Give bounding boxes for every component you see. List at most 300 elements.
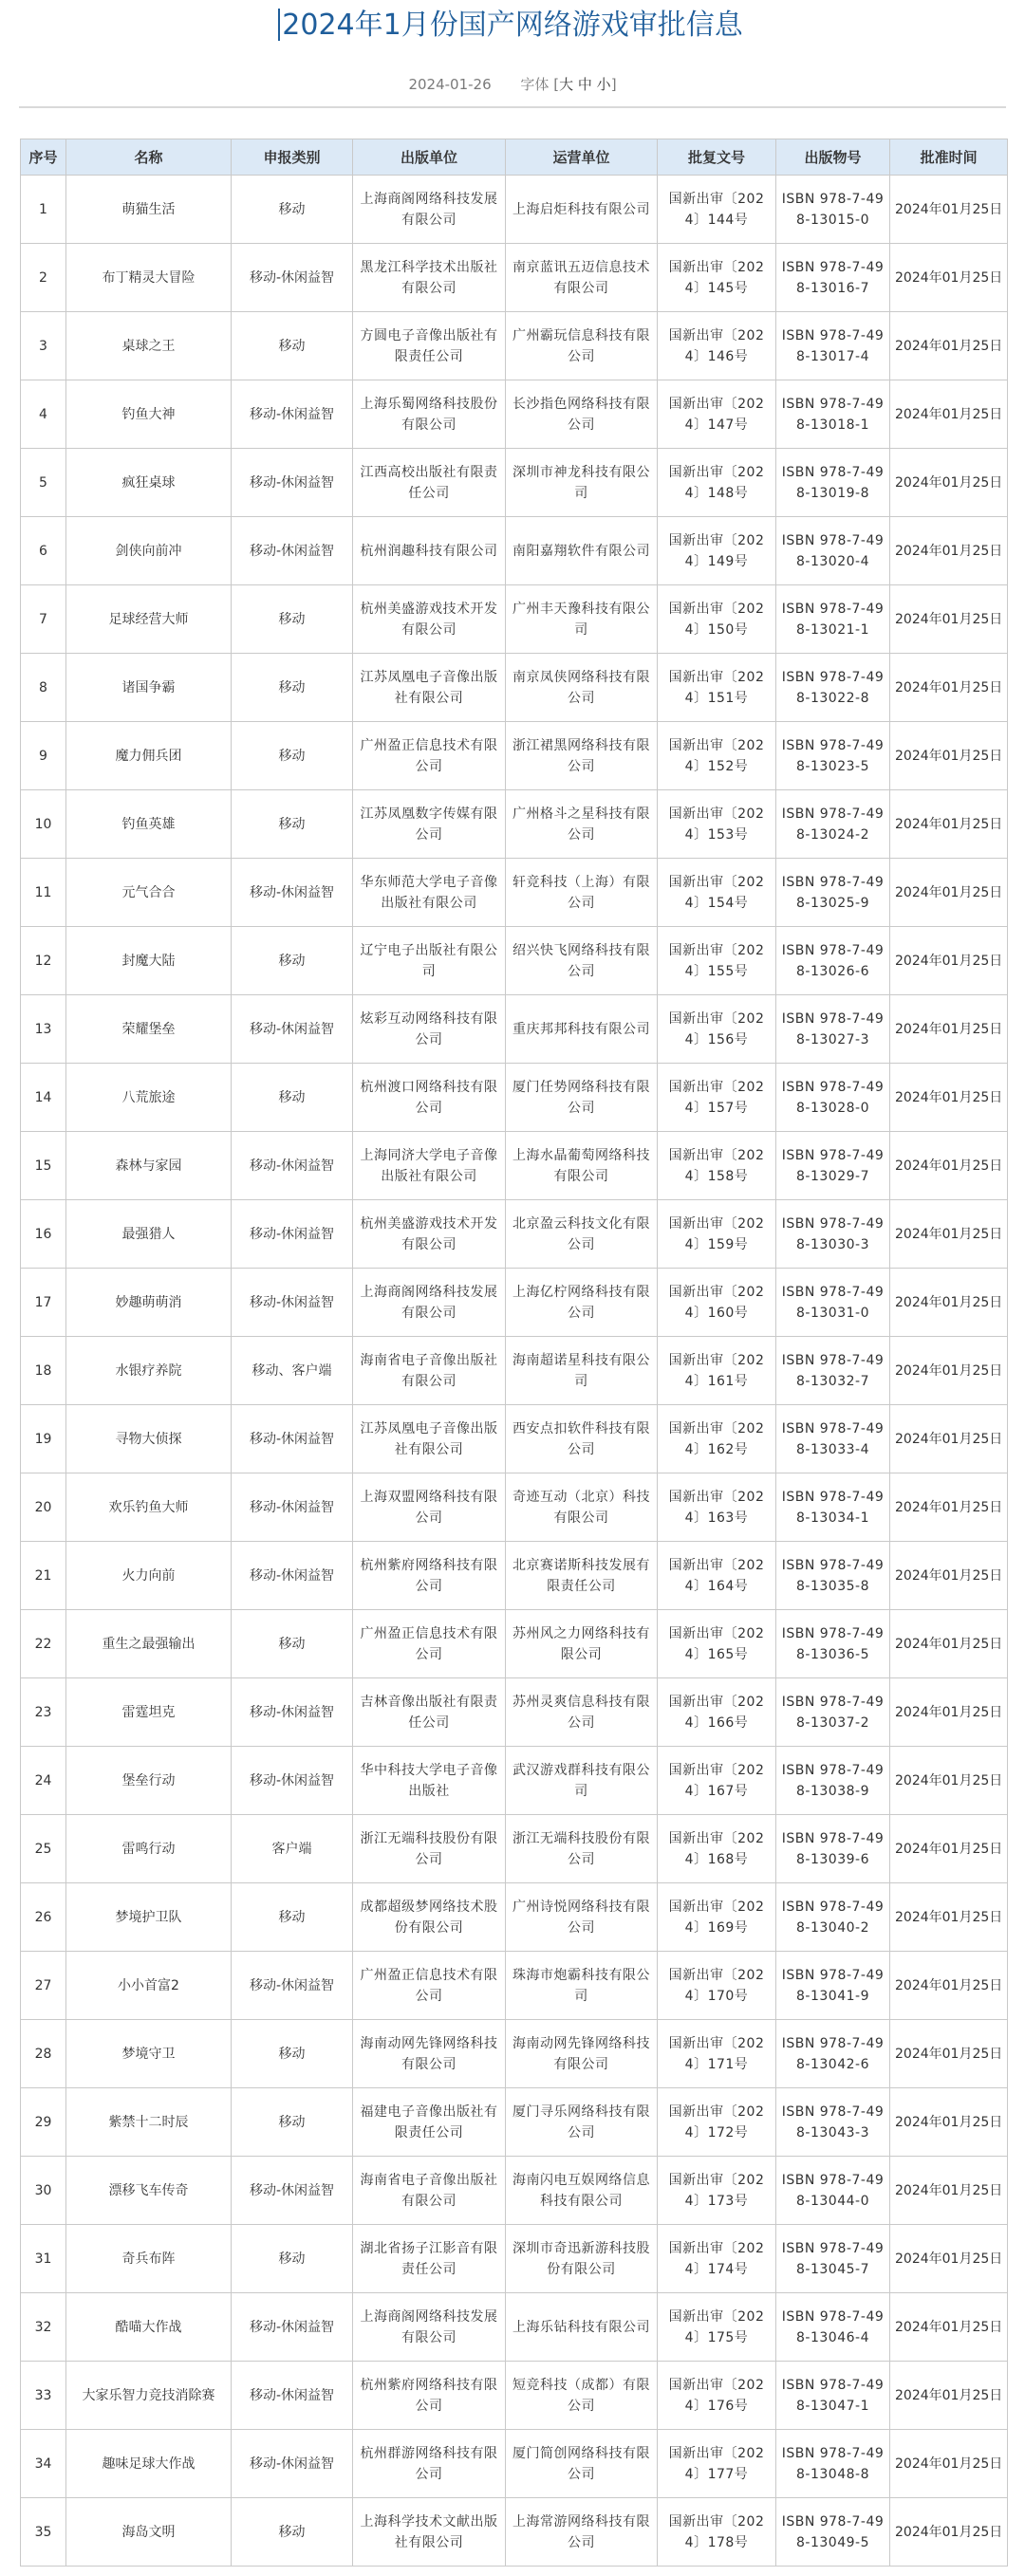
cell-approval-number: 国新出审〔2024〕158号 <box>658 1132 776 1200</box>
cell-operator: 苏州灵爽信息科技有限公司 <box>506 1678 658 1747</box>
cell-approval-date: 2024年01月25日 <box>890 2157 1008 2225</box>
header-isbn: 出版物号 <box>776 139 890 176</box>
cell-category: 移动-休闲益智 <box>232 1269 353 1337</box>
cell-approval-number: 国新出审〔2024〕169号 <box>658 1883 776 1952</box>
cell-index: 23 <box>21 1678 66 1747</box>
cell-approval-number: 国新出审〔2024〕152号 <box>658 722 776 790</box>
cell-operator: 上海常游网络科技有限公司 <box>506 2498 658 2567</box>
cell-approval-number: 国新出审〔2024〕151号 <box>658 654 776 722</box>
cell-game-name: 水银疗养院 <box>66 1337 232 1405</box>
cell-isbn: ISBN 978-7-498-13018-1 <box>776 380 890 449</box>
cell-category: 移动-休闲益智 <box>232 1132 353 1200</box>
cell-approval-date: 2024年01月25日 <box>890 449 1008 517</box>
table-row <box>21 2157 1008 2225</box>
cell-approval-number: 国新出审〔2024〕148号 <box>658 449 776 517</box>
table-row <box>21 722 1008 790</box>
cell-category: 移动 <box>232 176 353 244</box>
cell-isbn: ISBN 978-7-498-13037-2 <box>776 1678 890 1747</box>
table-row <box>21 859 1008 927</box>
cell-operator: 南京凤侠网络科技有限公司 <box>506 654 658 722</box>
cell-isbn: ISBN 978-7-498-13048-8 <box>776 2430 890 2498</box>
cell-operator: 武汉游戏群科技有限公司 <box>506 1747 658 1815</box>
cell-publisher: 杭州渡口网络科技有限公司 <box>353 1064 506 1132</box>
cell-operator: 上海启炬科技有限公司 <box>506 176 658 244</box>
cell-category: 移动-休闲益智 <box>232 995 353 1064</box>
cell-index: 33 <box>21 2362 66 2430</box>
cell-index: 25 <box>21 1815 66 1883</box>
table-row <box>21 654 1008 722</box>
table-row <box>21 2088 1008 2157</box>
cell-game-name: 最强猎人 <box>66 1200 232 1269</box>
cell-approval-date: 2024年01月25日 <box>890 1405 1008 1473</box>
cell-publisher: 广州盈正信息技术有限公司 <box>353 1952 506 2020</box>
table-row <box>21 1473 1008 1542</box>
cell-operator: 广州诗悦网络科技有限公司 <box>506 1883 658 1952</box>
cell-approval-number: 国新出审〔2024〕175号 <box>658 2293 776 2362</box>
cell-category: 移动 <box>232 2225 353 2293</box>
header-divider <box>19 106 1006 108</box>
table-row <box>21 1269 1008 1337</box>
cell-index: 17 <box>21 1269 66 1337</box>
cell-game-name: 妙趣萌萌消 <box>66 1269 232 1337</box>
cell-publisher: 上海乐蜀网络科技股份有限公司 <box>353 380 506 449</box>
cell-approval-number: 国新出审〔2024〕174号 <box>658 2225 776 2293</box>
cell-category: 移动-休闲益智 <box>232 1952 353 2020</box>
cell-approval-date: 2024年01月25日 <box>890 380 1008 449</box>
table-row <box>21 1678 1008 1747</box>
cell-index: 28 <box>21 2020 66 2088</box>
cell-operator: 上海水晶葡萄网络科技有限公司 <box>506 1132 658 1200</box>
cell-game-name: 诸国争霸 <box>66 654 232 722</box>
cell-category: 移动 <box>232 585 353 654</box>
cell-approval-number: 国新出审〔2024〕157号 <box>658 1064 776 1132</box>
cell-isbn: ISBN 978-7-498-13024-2 <box>776 790 890 859</box>
cell-game-name: 堡垒行动 <box>66 1747 232 1815</box>
cell-publisher: 辽宁电子出版社有限公司 <box>353 927 506 995</box>
cell-game-name: 桌球之王 <box>66 312 232 380</box>
cell-index: 26 <box>21 1883 66 1952</box>
cell-publisher: 湖北省扬子江影音有限责任公司 <box>353 2225 506 2293</box>
table-row <box>21 380 1008 449</box>
cell-isbn: ISBN 978-7-498-13016-7 <box>776 244 890 312</box>
cell-publisher: 吉林音像出版社有限责任公司 <box>353 1678 506 1747</box>
cell-category: 移动-休闲益智 <box>232 2293 353 2362</box>
cell-approval-date: 2024年01月25日 <box>890 1269 1008 1337</box>
cell-operator: 重庆邦邦科技有限公司 <box>506 995 658 1064</box>
cell-isbn: ISBN 978-7-498-13033-4 <box>776 1405 890 1473</box>
cell-category: 移动 <box>232 722 353 790</box>
cell-approval-date: 2024年01月25日 <box>890 1542 1008 1610</box>
cell-isbn: ISBN 978-7-498-13038-9 <box>776 1747 890 1815</box>
cell-category: 移动-休闲益智 <box>232 449 353 517</box>
cell-game-name: 封魔大陆 <box>66 927 232 995</box>
cell-isbn: ISBN 978-7-498-13034-1 <box>776 1473 890 1542</box>
cell-index: 2 <box>21 244 66 312</box>
cell-approval-number: 国新出审〔2024〕177号 <box>658 2430 776 2498</box>
cell-index: 22 <box>21 1610 66 1678</box>
cell-game-name: 趣味足球大作战 <box>66 2430 232 2498</box>
table-row <box>21 1815 1008 1883</box>
table-row <box>21 1747 1008 1815</box>
cell-category: 移动-休闲益智 <box>232 244 353 312</box>
cell-index: 19 <box>21 1405 66 1473</box>
cell-isbn: ISBN 978-7-498-13041-9 <box>776 1952 890 2020</box>
cell-isbn: ISBN 978-7-498-13029-7 <box>776 1132 890 1200</box>
table-row <box>21 790 1008 859</box>
cell-index: 9 <box>21 722 66 790</box>
cell-isbn: ISBN 978-7-498-13026-6 <box>776 927 890 995</box>
cell-approval-number: 国新出审〔2024〕172号 <box>658 2088 776 2157</box>
header-name: 名称 <box>66 139 232 176</box>
cell-operator: 海南动网先锋网络科技有限公司 <box>506 2020 658 2088</box>
cell-index: 12 <box>21 927 66 995</box>
cell-approval-date: 2024年01月25日 <box>890 244 1008 312</box>
table-row <box>21 1610 1008 1678</box>
cell-game-name: 重生之最强输出 <box>66 1610 232 1678</box>
cell-category: 移动-休闲益智 <box>232 1200 353 1269</box>
cell-approval-number: 国新出审〔2024〕159号 <box>658 1200 776 1269</box>
table-row <box>21 1132 1008 1200</box>
table-row <box>21 2225 1008 2293</box>
cell-isbn: ISBN 978-7-498-13020-4 <box>776 517 890 585</box>
cell-game-name: 元气合合 <box>66 859 232 927</box>
cell-operator: 海南超诺星科技有限公司 <box>506 1337 658 1405</box>
cell-game-name: 酷喵大作战 <box>66 2293 232 2362</box>
font-size-medium[interactable]: 中 <box>577 76 592 93</box>
cell-operator: 北京赛诺斯科技发展有限责任公司 <box>506 1542 658 1610</box>
cell-approval-number: 国新出审〔2024〕145号 <box>658 244 776 312</box>
cell-approval-date: 2024年01月25日 <box>890 1883 1008 1952</box>
cell-approval-date: 2024年01月25日 <box>890 1473 1008 1542</box>
cell-category: 移动 <box>232 2498 353 2567</box>
cell-publisher: 上海商阁网络科技发展有限公司 <box>353 1269 506 1337</box>
cell-index: 5 <box>21 449 66 517</box>
cell-category: 移动-休闲益智 <box>232 1405 353 1473</box>
font-size-control <box>520 76 616 93</box>
cell-publisher: 杭州紫府网络科技有限公司 <box>353 2362 506 2430</box>
cell-index: 13 <box>21 995 66 1064</box>
cell-game-name: 奇兵布阵 <box>66 2225 232 2293</box>
table-row <box>21 2293 1008 2362</box>
cell-operator: 轩竞科技（上海）有限公司 <box>506 859 658 927</box>
cell-category: 移动 <box>232 312 353 380</box>
cell-approval-date: 2024年01月25日 <box>890 2020 1008 2088</box>
table-row <box>21 312 1008 380</box>
table-row <box>21 2020 1008 2088</box>
cell-publisher: 广州盈正信息技术有限公司 <box>353 722 506 790</box>
cell-publisher: 海南省电子音像出版社有限公司 <box>353 2157 506 2225</box>
table-row <box>21 1952 1008 2020</box>
header-approval-date: 批准时间 <box>890 139 1008 176</box>
cell-isbn: ISBN 978-7-498-13040-2 <box>776 1883 890 1952</box>
cell-index: 21 <box>21 1542 66 1610</box>
cell-game-name: 钓鱼大神 <box>66 380 232 449</box>
cell-category: 移动-休闲益智 <box>232 1542 353 1610</box>
cell-index: 30 <box>21 2157 66 2225</box>
cell-index: 35 <box>21 2498 66 2567</box>
cell-publisher: 炫彩互动网络科技有限公司 <box>353 995 506 1064</box>
table-body <box>21 176 1008 2567</box>
cell-publisher: 上海双盟网络科技有限公司 <box>353 1473 506 1542</box>
cell-approval-number: 国新出审〔2024〕166号 <box>658 1678 776 1747</box>
cell-approval-number: 国新出审〔2024〕163号 <box>658 1473 776 1542</box>
cell-publisher: 华中科技大学电子音像出版社 <box>353 1747 506 1815</box>
cell-category: 移动 <box>232 654 353 722</box>
cell-approval-date: 2024年01月25日 <box>890 927 1008 995</box>
cell-publisher: 江苏凤凰电子音像出版社有限公司 <box>353 1405 506 1473</box>
cell-operator: 厦门简创网络科技有限公司 <box>506 2430 658 2498</box>
cell-category: 移动-休闲益智 <box>232 2430 353 2498</box>
cell-publisher: 福建电子音像出版社有限责任公司 <box>353 2088 506 2157</box>
cell-index: 14 <box>21 1064 66 1132</box>
cell-isbn: ISBN 978-7-498-13021-1 <box>776 585 890 654</box>
table-row <box>21 1064 1008 1132</box>
cell-approval-number: 国新出审〔2024〕156号 <box>658 995 776 1064</box>
cell-publisher: 方圆电子音像出版社有限责任公司 <box>353 312 506 380</box>
table-row <box>21 1883 1008 1952</box>
table-row <box>21 1405 1008 1473</box>
table-row <box>21 517 1008 585</box>
cell-operator: 深圳市奇迅新游科技股份有限公司 <box>506 2225 658 2293</box>
cell-approval-number: 国新出审〔2024〕144号 <box>658 176 776 244</box>
cell-category: 移动-休闲益智 <box>232 2362 353 2430</box>
cell-publisher: 杭州紫府网络科技有限公司 <box>353 1542 506 1610</box>
table-row <box>21 2498 1008 2567</box>
cell-approval-date: 2024年01月25日 <box>890 2498 1008 2567</box>
cell-game-name: 魔力佣兵团 <box>66 722 232 790</box>
cell-game-name: 梦境护卫队 <box>66 1883 232 1952</box>
header-publisher: 出版单位 <box>353 139 506 176</box>
cell-operator: 绍兴快飞网络科技有限公司 <box>506 927 658 995</box>
cell-game-name: 紫禁十二时辰 <box>66 2088 232 2157</box>
font-size-label: 字体 <box>520 76 550 93</box>
cell-isbn: ISBN 978-7-498-13043-3 <box>776 2088 890 2157</box>
cell-approval-number: 国新出审〔2024〕167号 <box>658 1747 776 1815</box>
cell-index: 18 <box>21 1337 66 1405</box>
table-header-row <box>21 139 1008 176</box>
cell-isbn: ISBN 978-7-498-13027-3 <box>776 995 890 1064</box>
header-operator: 运营单位 <box>506 139 658 176</box>
cell-isbn: ISBN 978-7-498-13032-7 <box>776 1337 890 1405</box>
font-size-bracket-open: [ <box>553 76 560 93</box>
cell-operator: 深圳市神龙科技有限公司 <box>506 449 658 517</box>
cell-approval-date: 2024年01月25日 <box>890 790 1008 859</box>
cell-operator: 海南闪电互娱网络信息科技有限公司 <box>506 2157 658 2225</box>
cell-isbn: ISBN 978-7-498-13022-8 <box>776 654 890 722</box>
table-row <box>21 1542 1008 1610</box>
cell-category: 移动-休闲益智 <box>232 859 353 927</box>
cell-operator: 广州霸玩信息科技有限公司 <box>506 312 658 380</box>
cell-game-name: 布丁精灵大冒险 <box>66 244 232 312</box>
cell-game-name: 小小首富2 <box>66 1952 232 2020</box>
cell-approval-number: 国新出审〔2024〕162号 <box>658 1405 776 1473</box>
cell-game-name: 八荒旅途 <box>66 1064 232 1132</box>
cell-approval-number: 国新出审〔2024〕165号 <box>658 1610 776 1678</box>
cell-approval-number: 国新出审〔2024〕171号 <box>658 2020 776 2088</box>
cell-approval-date: 2024年01月25日 <box>890 1337 1008 1405</box>
cell-approval-number: 国新出审〔2024〕149号 <box>658 517 776 585</box>
cell-approval-date: 2024年01月25日 <box>890 2430 1008 2498</box>
header-index: 序号 <box>21 139 66 176</box>
table-row <box>21 995 1008 1064</box>
cell-approval-date: 2024年01月25日 <box>890 995 1008 1064</box>
table-row <box>21 244 1008 312</box>
cell-operator: 长沙指色网络科技有限公司 <box>506 380 658 449</box>
cell-approval-number: 国新出审〔2024〕150号 <box>658 585 776 654</box>
table-row <box>21 2362 1008 2430</box>
cell-operator: 浙江无端科技股份有限公司 <box>506 1815 658 1883</box>
cell-index: 27 <box>21 1952 66 2020</box>
cell-operator: 短竞科技（成都）有限公司 <box>506 2362 658 2430</box>
cell-approval-number: 国新出审〔2024〕161号 <box>658 1337 776 1405</box>
cell-publisher: 海南省电子音像出版社有限公司 <box>353 1337 506 1405</box>
approval-table <box>20 139 1008 2567</box>
cell-isbn: ISBN 978-7-498-13025-9 <box>776 859 890 927</box>
cell-category: 移动-休闲益智 <box>232 1747 353 1815</box>
cell-category: 移动 <box>232 2088 353 2157</box>
title-area <box>0 0 1025 49</box>
cell-approval-number: 国新出审〔2024〕176号 <box>658 2362 776 2430</box>
cell-approval-number: 国新出审〔2024〕153号 <box>658 790 776 859</box>
cell-isbn: ISBN 978-7-498-13030-3 <box>776 1200 890 1269</box>
cell-index: 31 <box>21 2225 66 2293</box>
cell-operator: 厦门任势网络科技有限公司 <box>506 1064 658 1132</box>
page-title <box>282 7 742 45</box>
text-cursor <box>278 9 280 41</box>
table-row <box>21 176 1008 244</box>
cell-index: 15 <box>21 1132 66 1200</box>
cell-publisher: 上海商阁网络科技发展有限公司 <box>353 176 506 244</box>
cell-publisher: 杭州润趣科技有限公司 <box>353 517 506 585</box>
cell-approval-number: 国新出审〔2024〕170号 <box>658 1952 776 2020</box>
cell-approval-date: 2024年01月25日 <box>890 2362 1008 2430</box>
cell-publisher: 杭州美盛游戏技术开发有限公司 <box>353 585 506 654</box>
cell-game-name: 钓鱼英雄 <box>66 790 232 859</box>
font-size-small[interactable]: 小 <box>596 76 611 93</box>
cell-approval-number: 国新出审〔2024〕168号 <box>658 1815 776 1883</box>
cell-publisher: 海南动网先锋网络科技有限公司 <box>353 2020 506 2088</box>
cell-approval-date: 2024年01月25日 <box>890 654 1008 722</box>
cell-approval-date: 2024年01月25日 <box>890 312 1008 380</box>
cell-publisher: 成都超级梦网络技术股份有限公司 <box>353 1883 506 1952</box>
cell-publisher: 上海科学技术文献出版社有限公司 <box>353 2498 506 2567</box>
cell-index: 8 <box>21 654 66 722</box>
cell-approval-number: 国新出审〔2024〕173号 <box>658 2157 776 2225</box>
cell-index: 1 <box>21 176 66 244</box>
cell-operator: 奇迹互动（北京）科技有限公司 <box>506 1473 658 1542</box>
cell-game-name: 梦境守卫 <box>66 2020 232 2088</box>
cell-index: 10 <box>21 790 66 859</box>
cell-game-name: 剑侠向前冲 <box>66 517 232 585</box>
cell-index: 34 <box>21 2430 66 2498</box>
cell-isbn: ISBN 978-7-498-13031-0 <box>776 1269 890 1337</box>
table-row <box>21 1200 1008 1269</box>
cell-approval-date: 2024年01月25日 <box>890 722 1008 790</box>
publish-date: 2024-01-26 <box>408 76 492 93</box>
cell-publisher: 上海商阁网络科技发展有限公司 <box>353 2293 506 2362</box>
table-row <box>21 927 1008 995</box>
cell-index: 29 <box>21 2088 66 2157</box>
cell-category: 移动 <box>232 1064 353 1132</box>
cell-approval-date: 2024年01月25日 <box>890 1678 1008 1747</box>
table-row <box>21 1337 1008 1405</box>
cell-category: 客户端 <box>232 1815 353 1883</box>
cell-index: 3 <box>21 312 66 380</box>
cell-isbn: ISBN 978-7-498-13042-6 <box>776 2020 890 2088</box>
cell-approval-number: 国新出审〔2024〕160号 <box>658 1269 776 1337</box>
cell-operator: 广州格斗之星科技有限公司 <box>506 790 658 859</box>
cell-approval-date: 2024年01月25日 <box>890 2225 1008 2293</box>
cell-approval-date: 2024年01月25日 <box>890 859 1008 927</box>
cell-game-name: 雷鸣行动 <box>66 1815 232 1883</box>
cell-game-name: 疯狂桌球 <box>66 449 232 517</box>
cell-category: 移动-休闲益智 <box>232 1678 353 1747</box>
cell-game-name: 漂移飞车传奇 <box>66 2157 232 2225</box>
font-size-large[interactable]: 大 <box>559 76 574 93</box>
cell-operator: 南阳嘉翔软件有限公司 <box>506 517 658 585</box>
cell-isbn: ISBN 978-7-498-13035-8 <box>776 1542 890 1610</box>
cell-category: 移动 <box>232 1610 353 1678</box>
cell-operator: 苏州风之力网络科技有限公司 <box>506 1610 658 1678</box>
cell-approval-date: 2024年01月25日 <box>890 1747 1008 1815</box>
cell-game-name: 寻物大侦探 <box>66 1405 232 1473</box>
cell-category: 移动-休闲益智 <box>232 380 353 449</box>
cell-index: 6 <box>21 517 66 585</box>
cell-category: 移动 <box>232 790 353 859</box>
cell-operator: 广州丰天豫科技有限公司 <box>506 585 658 654</box>
cell-index: 24 <box>21 1747 66 1815</box>
cell-game-name: 海岛文明 <box>66 2498 232 2567</box>
cell-approval-date: 2024年01月25日 <box>890 1200 1008 1269</box>
cell-publisher: 黑龙江科学技术出版社有限公司 <box>353 244 506 312</box>
cell-isbn: ISBN 978-7-498-13039-6 <box>776 1815 890 1883</box>
cell-operator: 浙江裙黑网络科技有限公司 <box>506 722 658 790</box>
cell-publisher: 江西高校出版社有限责任公司 <box>353 449 506 517</box>
cell-approval-number: 国新出审〔2024〕178号 <box>658 2498 776 2567</box>
cell-approval-date: 2024年01月25日 <box>890 1610 1008 1678</box>
cell-operator: 北京盈云科技文化有限公司 <box>506 1200 658 1269</box>
cell-index: 32 <box>21 2293 66 2362</box>
cell-operator: 珠海市炮霸科技有限公司 <box>506 1952 658 2020</box>
cell-approval-date: 2024年01月25日 <box>890 176 1008 244</box>
cell-isbn: ISBN 978-7-498-13019-8 <box>776 449 890 517</box>
cell-index: 4 <box>21 380 66 449</box>
cell-category: 移动 <box>232 1883 353 1952</box>
cell-approval-date: 2024年01月25日 <box>890 1815 1008 1883</box>
table-row <box>21 2430 1008 2498</box>
header-category: 申报类别 <box>232 139 353 176</box>
page-title-text: 2024年1月份国产网络游戏审批信息 <box>282 9 743 42</box>
cell-category: 移动-休闲益智 <box>232 1473 353 1542</box>
cell-approval-number: 国新出审〔2024〕147号 <box>658 380 776 449</box>
cell-publisher: 杭州群游网络科技有限公司 <box>353 2430 506 2498</box>
cell-publisher: 上海同济大学电子音像出版社有限公司 <box>353 1132 506 1200</box>
table-row <box>21 585 1008 654</box>
cell-index: 16 <box>21 1200 66 1269</box>
cell-publisher: 江苏凤凰电子音像出版社有限公司 <box>353 654 506 722</box>
cell-approval-date: 2024年01月25日 <box>890 585 1008 654</box>
cell-approval-date: 2024年01月25日 <box>890 2088 1008 2157</box>
cell-approval-date: 2024年01月25日 <box>890 2293 1008 2362</box>
cell-isbn: ISBN 978-7-498-13028-0 <box>776 1064 890 1132</box>
cell-index: 11 <box>21 859 66 927</box>
cell-isbn: ISBN 978-7-498-13047-1 <box>776 2362 890 2430</box>
cell-index: 20 <box>21 1473 66 1542</box>
cell-game-name: 欢乐钓鱼大师 <box>66 1473 232 1542</box>
cell-approval-number: 国新出审〔2024〕146号 <box>658 312 776 380</box>
cell-publisher: 江苏凤凰数字传媒有限公司 <box>353 790 506 859</box>
cell-category: 移动 <box>232 927 353 995</box>
